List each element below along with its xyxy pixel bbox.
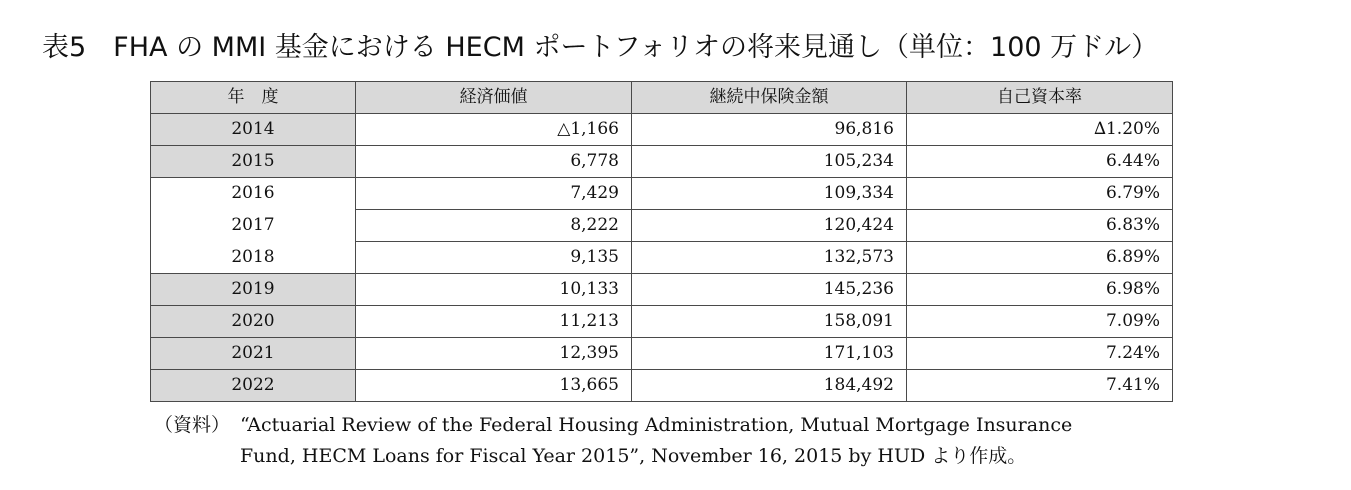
cell-capital-ratio: ∆1.20% [907,114,1173,146]
cell-year: 2021 [151,338,356,370]
cell-capital-ratio: 6.98% [907,274,1173,306]
source-text [240,410,1240,472]
source-line-1: “Actuarial Review of the Federal Housing Administration, Mutual Mortgage Insurance [240,414,1073,436]
table-row [151,114,1173,146]
cell-insurance-in-force: 145,236 [632,274,907,306]
cell-year: 2020 [151,306,356,338]
cell-insurance-in-force: 184,492 [632,370,907,402]
cell-capital-ratio: 6.44% [907,146,1173,178]
table-row [151,210,1173,242]
table-row [151,178,1173,210]
table-row [151,306,1173,338]
cell-insurance-in-force: 96,816 [632,114,907,146]
cell-year: 2016 [151,178,356,210]
table-row [151,274,1173,306]
cell-year: 2019 [151,274,356,306]
table-header-row [151,82,1173,114]
page-title: 表5 FHA の MMI 基金における HECM ポートフォリオの将来見通し（単位：100 万ドル） [42,32,1159,63]
cell-capital-ratio: 7.24% [907,338,1173,370]
data-table [150,81,1173,402]
cell-insurance-in-force: 120,424 [632,210,907,242]
cell-insurance-in-force: 132,573 [632,242,907,274]
cell-capital-ratio: 6.79% [907,178,1173,210]
cell-insurance-in-force: 158,091 [632,306,907,338]
source-label: （資料） [154,414,231,436]
cell-year: 2015 [151,146,356,178]
cell-year: 2014 [151,114,356,146]
cell-economic-value: 13,665 [356,370,632,402]
cell-economic-value: 7,429 [356,178,632,210]
cell-economic-value: 9,135 [356,242,632,274]
cell-capital-ratio: 6.89% [907,242,1173,274]
header-insurance-in-force: 継続中保険金額 [632,82,907,114]
header-economic-value: 経済価値 [356,82,632,114]
table-row [151,370,1173,402]
cell-insurance-in-force: 109,334 [632,178,907,210]
cell-economic-value: 12,395 [356,338,632,370]
table-row [151,242,1173,274]
cell-year: 2017 [151,210,356,242]
cell-capital-ratio: 7.09% [907,306,1173,338]
cell-insurance-in-force: 105,234 [632,146,907,178]
cell-economic-value: 11,213 [356,306,632,338]
cell-economic-value: 6,778 [356,146,632,178]
cell-economic-value: 10,133 [356,274,632,306]
cell-year: 2018 [151,242,356,274]
cell-economic-value: △1,166 [356,114,632,146]
table-row [151,338,1173,370]
cell-capital-ratio: 6.83% [907,210,1173,242]
cell-year: 2022 [151,370,356,402]
source-line-2: Fund, HECM Loans for Fiscal Year 2015”, November 16, 2015 by HUD より作成。 [240,445,1027,467]
cell-insurance-in-force: 171,103 [632,338,907,370]
source-note [154,410,1240,472]
data-table-container [150,81,1172,402]
cell-economic-value: 8,222 [356,210,632,242]
table-row [151,146,1173,178]
header-year: 年 度 [151,82,356,114]
header-capital-ratio: 自己資本率 [907,82,1173,114]
cell-capital-ratio: 7.41% [907,370,1173,402]
